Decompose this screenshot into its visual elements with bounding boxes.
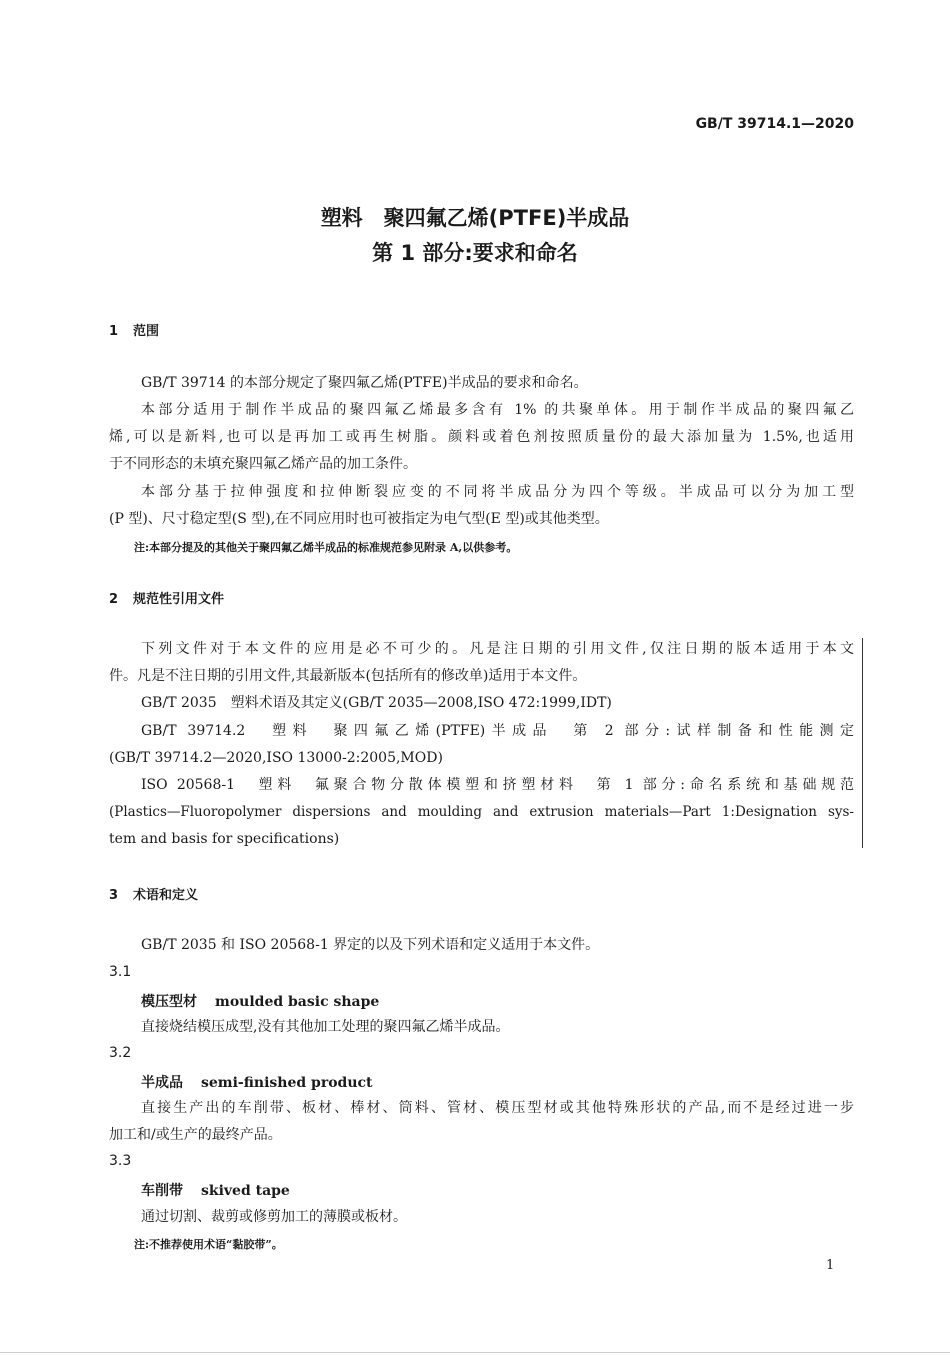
term-definition: 直接生产出的车削带、板材、棒材、筒料、管材、模压型材或其他特殊形状的产品,而不是经过进一步: [141, 1100, 854, 1116]
reference: (GB/T 39714.2—2020,ISO 13000-2:2005,MOD): [109, 750, 443, 766]
document-subtitle: 第 1 部分:要求和命名: [372, 241, 578, 265]
change-bar: [862, 638, 863, 848]
term-heading: [141, 1180, 290, 1200]
paragraph: GB/T 39714 的本部分规定了聚四氟乙烯(PTFE)半成品的要求和命名。: [141, 375, 588, 391]
note: 注:不推荐使用术语“黏胶带”。: [134, 1238, 283, 1251]
section-1-heading: [109, 320, 159, 339]
paragraph: 本部分基于拉伸强度和拉伸断裂应变的不同将半成品分为四个等级。半成品可以分为加工型: [141, 484, 854, 500]
paragraph: 本部分适用于制作半成品的聚四氟乙烯最多含有 1% 的共聚单体。用于制作半成品的聚四氟乙: [141, 402, 854, 418]
paragraph: 于不同形态的未填充聚四氟乙烯产品的加工条件。: [109, 456, 417, 472]
term-heading: [141, 1072, 373, 1092]
paragraph: 件。凡是不注日期的引用文件,其最新版本(包括所有的修改单)适用于本文件。: [109, 668, 587, 684]
term-definition: 直接烧结模压成型,没有其他加工处理的聚四氟乙烯半成品。: [141, 1019, 510, 1035]
section-2-heading: [109, 588, 224, 607]
page-number: 1: [826, 1258, 835, 1273]
section-title: 范围: [133, 324, 160, 339]
section-3-heading: [109, 884, 198, 903]
standard-number: GB/T 39714.1—2020: [695, 116, 854, 132]
section-title: 规范性引用文件: [133, 592, 225, 607]
paragraph: GB/T 2035 和 ISO 20568-1 界定的以及下列术语和定义适用于本文件。: [141, 937, 600, 953]
reference: GB/T 39714.2 塑料 聚四氟乙烯(PTFE)半成品 第 2 部分:试样制备和性能测定: [141, 723, 854, 739]
term-en: moulded basic shape: [215, 994, 380, 1010]
reference: ISO 20568-1 塑料 氟聚合物分散体模塑和挤塑材料 第 1 部分:命名系统和基础规范: [141, 777, 854, 793]
term-number: 3.1: [109, 964, 132, 980]
paragraph: 烯,可以是新料,也可以是再加工或再生树脂。颜料或着色剂按照质量份的最大添加量为 1.5%,也适用: [109, 429, 854, 445]
document-title: 塑料 聚四氟乙烯(PTFE)半成品: [320, 206, 630, 230]
term-zh: 模压型材: [141, 994, 197, 1010]
term-number: 3.3: [109, 1153, 132, 1169]
term-en: skived tape: [201, 1183, 290, 1199]
section-number: 3: [109, 888, 119, 903]
term-definition: 通过切割、裁剪或修剪加工的薄膜或板材。: [141, 1209, 407, 1225]
term-number: 3.2: [109, 1045, 132, 1061]
reference: tem and basis for specifications): [109, 831, 340, 847]
page-edge: [0, 1352, 950, 1353]
section-number: 1: [109, 324, 119, 339]
note: 注:本部分提及的其他关于聚四氟乙烯半成品的标准规范参见附录 A,以供参考。: [134, 541, 518, 554]
term-en: semi-finished product: [201, 1075, 373, 1091]
reference: GB/T 2035 塑料术语及其定义(GB/T 2035—2008,ISO 472:1999,IDT): [141, 695, 612, 711]
term-zh: 半成品: [141, 1075, 183, 1091]
term-definition: 加工和/或生产的最终产品。: [109, 1127, 282, 1143]
paragraph: 下列文件对于本文件的应用是必不可少的。凡是注日期的引用文件,仅注日期的版本适用于本文: [141, 641, 854, 657]
paragraph: (P 型)、尺寸稳定型(S 型),在不同应用时也可被指定为电气型(E 型)或其他类型。: [109, 511, 609, 527]
term-heading: [141, 991, 379, 1011]
term-zh: 车削带: [141, 1183, 183, 1199]
section-title: 术语和定义: [133, 888, 199, 903]
section-number: 2: [109, 592, 119, 607]
reference: (Plastics—Fluoropolymer dispersions and moulding and extrusion materials—Part 1:Designation sys-: [109, 804, 854, 820]
